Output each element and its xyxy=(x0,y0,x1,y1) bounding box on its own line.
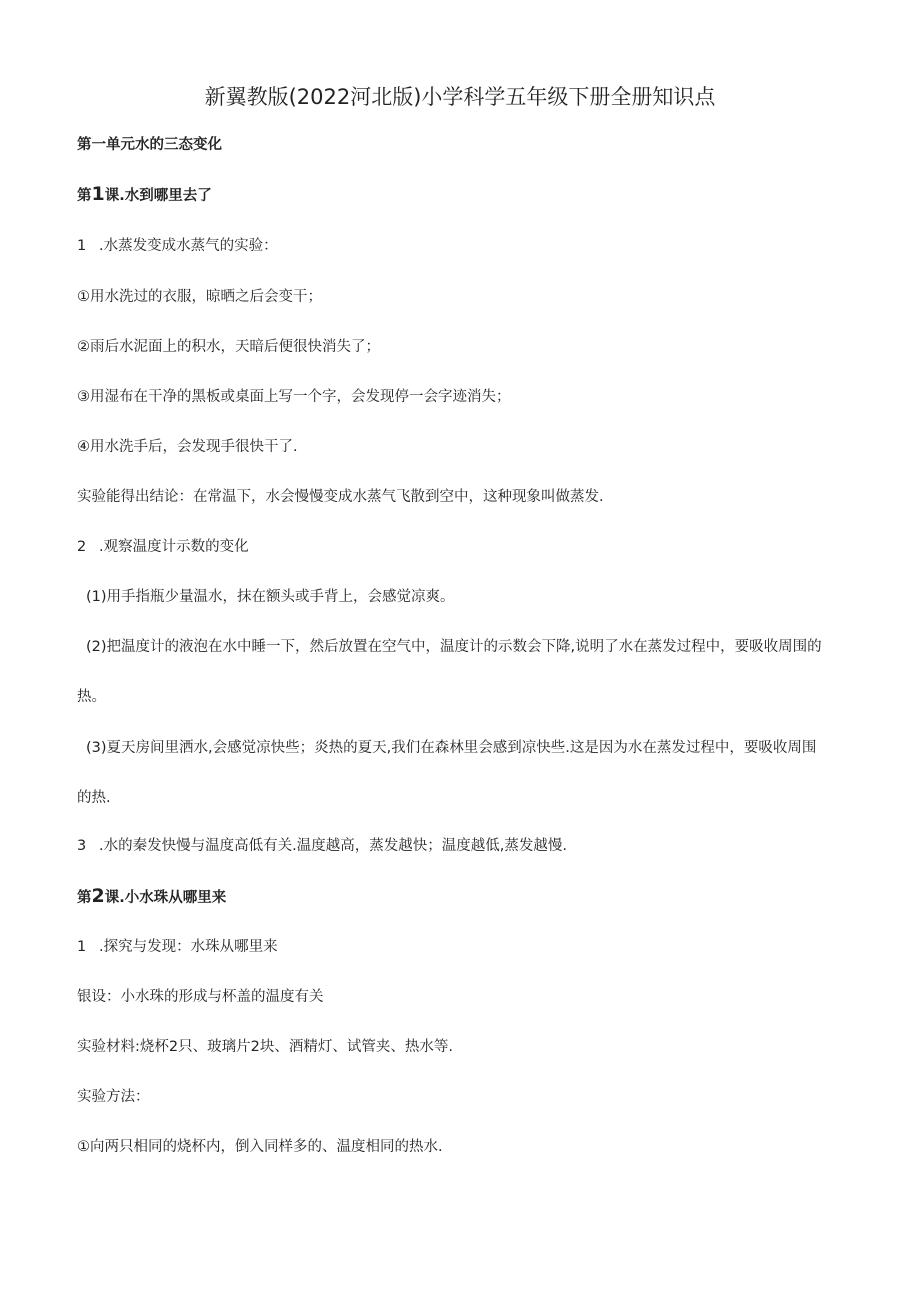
item-text: .观察温度计示数的变化 xyxy=(99,539,249,555)
document-title: 新翼教版(2022河北版)小学科学五年级下册全册知识点 xyxy=(204,85,716,109)
unit-heading: 第一单元水的三态变化 xyxy=(77,137,222,153)
lesson-prefix: 第 xyxy=(77,188,92,204)
list-item xyxy=(77,236,278,256)
item-number: 1 xyxy=(77,939,87,955)
paragraph-continuation: 的热. xyxy=(77,790,111,806)
paragraph: ③用湿布在干净的黑板或桌面上写一个字，会发现停一会字迹消失； xyxy=(77,389,511,405)
paragraph: (2)把温度计的液泡在水中睡一下，然后放置在空气中，温度计的示数会下降,说明了水在蒸发过程中，要吸收周围的 xyxy=(86,639,822,655)
lesson-title: 课.小水珠从哪里来 xyxy=(104,890,227,906)
paragraph: ①用水洗过的衣服，晾晒之后会变干； xyxy=(77,289,322,305)
list-item xyxy=(77,537,249,557)
paragraph: ④用水洗手后，会发现手很快干了. xyxy=(77,439,298,455)
paragraph: ①向两只相同的烧杯内，倒入同样多的、温度相同的热水. xyxy=(77,1139,443,1155)
item-text: .水的秦发快慢与温度高低有关.温度越高，蒸发越快；温度越低,蒸发越慢. xyxy=(99,838,567,854)
lesson-number: 1 xyxy=(91,183,105,205)
lesson-heading-1 xyxy=(77,184,212,206)
paragraph: (3)夏天房间里洒水,会感觉凉快些；炎热的夏天,我们在森林里会感到凉快些.这是因为水在蒸发过程中，要吸收周围 xyxy=(86,740,817,756)
lesson-prefix: 第 xyxy=(77,890,92,906)
list-item xyxy=(77,937,278,957)
item-text: .水蒸发变成水蒸气的实验： xyxy=(99,238,278,254)
lesson-title: 课.水到哪里去了 xyxy=(104,188,212,204)
item-number: 1 xyxy=(77,238,87,254)
paragraph: (1)用手指瓶少量温水，抹在额头或手背上，会感觉凉爽。 xyxy=(86,589,455,605)
item-number: 3 xyxy=(77,838,87,854)
item-number: 2 xyxy=(77,539,87,555)
paragraph-continuation: 热。 xyxy=(77,689,106,705)
list-item xyxy=(77,836,567,856)
paragraph: 实验方法： xyxy=(77,1089,150,1105)
paragraph-conclusion: 实验能得出结论：在常温下，水会慢慢变成水蒸气飞散到空中，这种现象叫做蒸发. xyxy=(77,489,604,505)
paragraph: 实验材料:烧杯2只、玻璃片2块、酒精灯、试管夹、热水等. xyxy=(77,1039,453,1055)
paragraph: 银设：小水珠的形成与杯盖的温度有关 xyxy=(77,989,324,1005)
lesson-heading-2 xyxy=(77,886,226,908)
lesson-number: 2 xyxy=(91,885,105,907)
item-text: .探究与发现：水珠从哪里来 xyxy=(99,939,278,955)
paragraph: ②雨后水泥面上的积水，天暗后便很快消失了； xyxy=(77,339,380,355)
